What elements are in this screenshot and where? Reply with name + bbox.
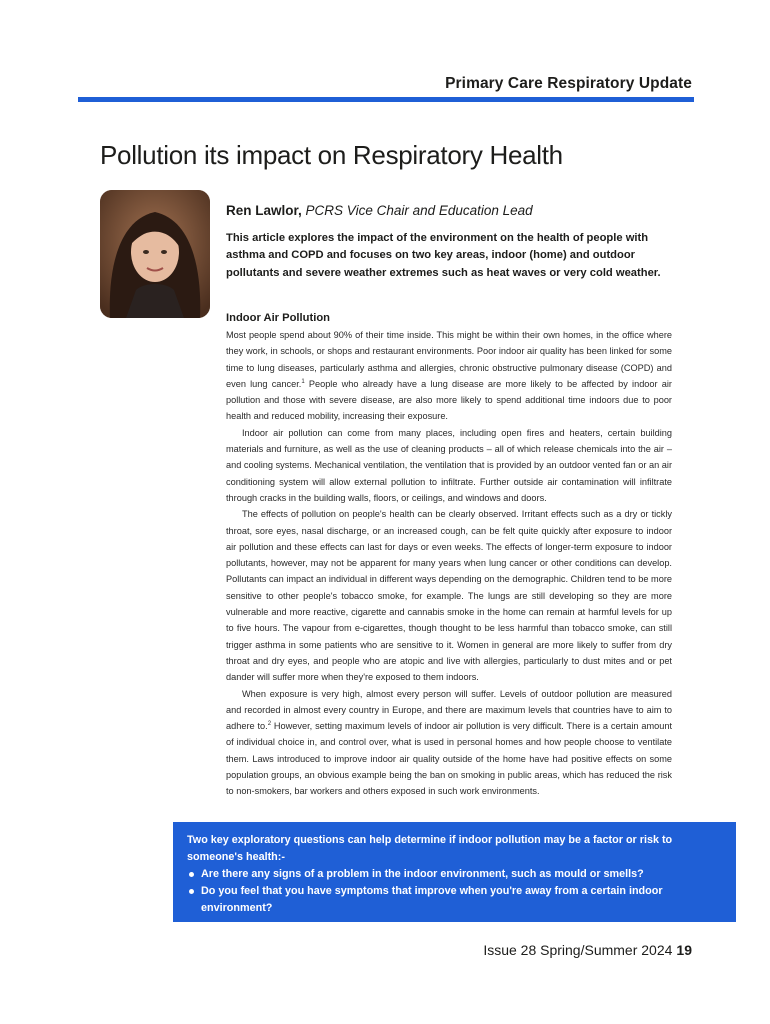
author-role: PCRS Vice Chair and Education Lead: [305, 203, 533, 218]
callout-lead: Two key exploratory questions can help determine if indoor pollution may be a factor or risk to someone's health:-: [187, 834, 673, 863]
author-byline: [226, 203, 533, 218]
section-heading: Indoor Air Pollution: [226, 312, 330, 324]
author-name: Ren Lawlor,: [226, 203, 302, 218]
paragraph-2: Indoor air pollution can come from many places, including open fires and heaters, certain building materials and furniture, as well as the use of cleaning products – all of which release chemicals into the air – and cooling systems. Mechanical ventilation, the ventilation that is provided by an outdoor vented fan or an air conditioning system will allow external pollution to infiltrate. Further outside air contamination will infiltrate through cracks in the building walls, floors, or ceilings, and windows and doors.: [226, 427, 672, 503]
paragraph-3: The effects of pollution on people's health can be clearly observed. Irritant effects such as a dry or tickly throat, sore eyes, nasal discharge, or an increased cough, can be felt quite quickly after exposure to indoor air pollution and these effects can last for days or even weeks. The effects of longer-term exposure to indoor pollutants, however, may not be apparent for many years when lung cancer or other conditions can develop. Pollutants can impact an individual in different ways depending on the demographic. Children tend to be more sensitive to other people's tobacco smoke, for example. The lungs are still developing so they are more vulnerable and more reactive, cigarette and cannabis smoke in the home can remain at harmful levels for up to five hours. The vapour from e-cigarettes, though thought to be less harmful than tobacco smoke, can still trigger asthma in some patients who are sensitive to it. Women in general are more likely to suffer from dry throat and dry eyes, and people who are atopic and live with allergies, particularly to dust mites and or pet dander will suffer more when they're exposed to them indoors.: [226, 509, 672, 683]
article-body: [226, 310, 672, 800]
paragraph-1: [226, 327, 672, 425]
publication-title: Primary Care Respiratory Update: [445, 75, 692, 92]
paragraph-4-text-a: When exposure is very high, almost every person will suffer. Levels of outdoor pollution are measured and recorded in almost every country in Europe, and there are maximum levels that countries have to aim to adhere to.: [226, 688, 672, 732]
author-portrait-image: [100, 190, 210, 318]
paragraph-4: [226, 686, 672, 800]
paragraph-4-text-b: However, setting maximum levels of indoor air pollution is very difficult. There is a certain amount of individual choice in, and control over, what is used in personal homes and how people choose to ventilate them. Laws introduced to improve indoor air quality outside of the home have had positive effects on some population groups, an obvious example being the ban on smoking in public areas, which has reduced the risk to non-smokers, bar workers and others exposed in such work environments.: [226, 721, 672, 797]
page-footer: [483, 942, 692, 958]
callout-question-1: Are there any signs of a problem in the indoor environment, such as mould or smells?: [187, 866, 722, 883]
issue-label: Issue 28 Spring/Summer 2024: [483, 942, 673, 958]
reference-2: 2: [267, 721, 272, 728]
callout-question-2: Do you feel that you have symptoms that improve when you're away from a certain indoor environment?: [187, 883, 722, 917]
article-intro: This article explores the impact of the environment on the health of people with asthma and COPD and focuses on two key areas, indoor (home) and outdoor pollutants and severe weather extremes such as heat waves or very cold weather.: [226, 232, 661, 279]
paragraph-1-text-a: Most people spend about 90% of their time inside. This might be within their own homes, in the office where they work, in schools, or shops and restaurant environments. Poor indoor air quality has been linked for some time to lung diseases, particularly asthma and allergies, chronic obstructive pulmonary disease (COPD) and even lung cancer.: [226, 330, 672, 389]
key-questions-callout: [173, 822, 736, 922]
author-photo: [100, 190, 210, 318]
page-number: 19: [676, 942, 692, 958]
article-title: Pollution its impact on Respiratory Health: [100, 140, 563, 170]
paragraph-1-text-b: People who already have a lung disease are more likely to be affected by indoor air pollution and those with severe disease, are also more likely to spend additional time indoors due to poor health and reduced mobility, increasing their exposure.: [226, 378, 672, 422]
reference-1: 1: [301, 378, 305, 385]
callout-question-list: [187, 866, 722, 917]
header-divider: [78, 97, 694, 102]
